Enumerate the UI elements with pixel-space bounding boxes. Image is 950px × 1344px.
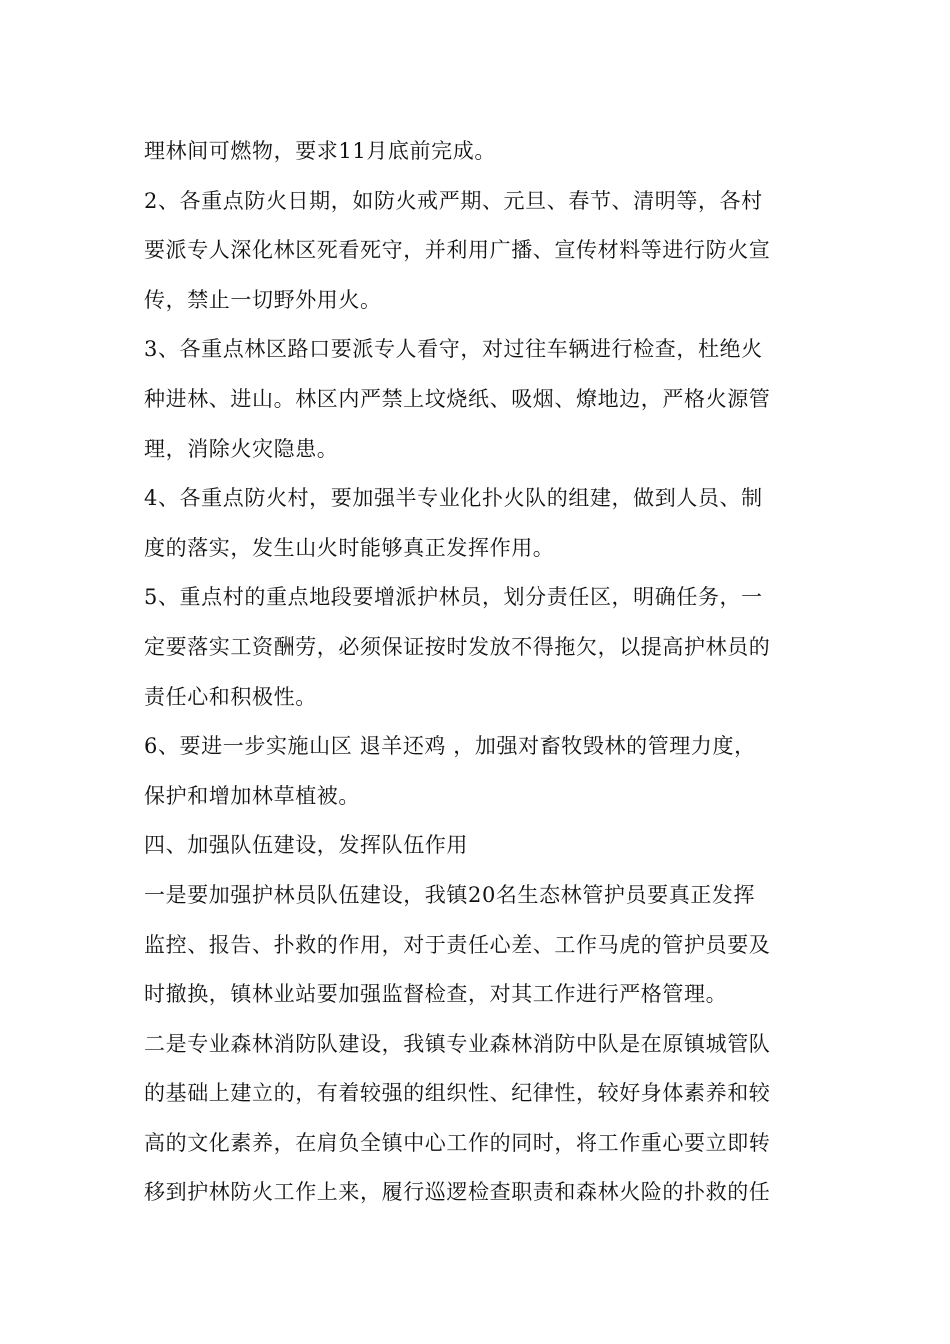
text-line: 理，消除火灾隐患。 (144, 436, 339, 461)
text-line: 6、要进一步实施山区 退羊还鸡 ，加强对畜牧毁林的管理力度， (144, 734, 756, 759)
text-line: 保护和增加林草植被。 (144, 783, 360, 808)
text-line: 3、各重点林区路口要派专人看守，对过往车辆进行检查，杜绝火 (144, 337, 763, 362)
text-line: 理林间可燃物，要求11月底前完成。 (144, 139, 496, 163)
text-line: 移到护林防火工作上来，履行巡逻检查职责和森林火险的扑救的任 (144, 1180, 771, 1205)
text-line: 的基础上建立的，有着较强的组织性、纪律性，较好身体素养和较 (144, 1081, 771, 1106)
text-line: 一是要加强护林员队伍建设，我镇20名生态林管护员要真正发挥 (144, 882, 756, 907)
text-line: 责任心和积极性。 (144, 684, 317, 709)
text-line: 二是专业森林消防队建设，我镇专业森林消防中队是在原镇城管队 (144, 1031, 771, 1056)
text-line: 定要落实工资酬劳，必须保证按时发放不得拖欠，以提高护林员的 (144, 634, 771, 659)
section-heading: 四、加强队伍建设，发挥队伍作用 (144, 833, 468, 858)
text-line: 4、各重点防火村，要加强半专业化扑火队的组建，做到人员、制 (144, 486, 763, 511)
text-line: 监控、报告、扑救的作用，对于责任心差、工作马虎的管护员要及 (144, 932, 771, 957)
text-line: 要派专人深化林区死看死守，并利用广播、宣传材料等进行防火宣 (144, 238, 771, 263)
document-body (144, 127, 814, 1218)
text-line: 2、各重点防火日期，如防火戒严期、元旦、春节、清明等，各村 (144, 188, 763, 213)
text-line: 时撤换，镇林业站要加强监督检查，对其工作进行严格管理。 (144, 982, 728, 1007)
text-line: 传，禁止一切野外用火。 (144, 287, 382, 312)
text-line: 度的落实，发生山火时能够真正发挥作用。 (144, 535, 555, 560)
text-line: 种进林、进山。林区内严禁上坟烧纸、吸烟、燎地边，严格火源管 (144, 386, 771, 411)
text-line: 高的文化素养，在肩负全镇中心工作的同时，将工作重心要立即转 (144, 1130, 771, 1155)
text-line: 5、重点村的重点地段要增派护林员，划分责任区，明确任务，一 (144, 585, 763, 610)
